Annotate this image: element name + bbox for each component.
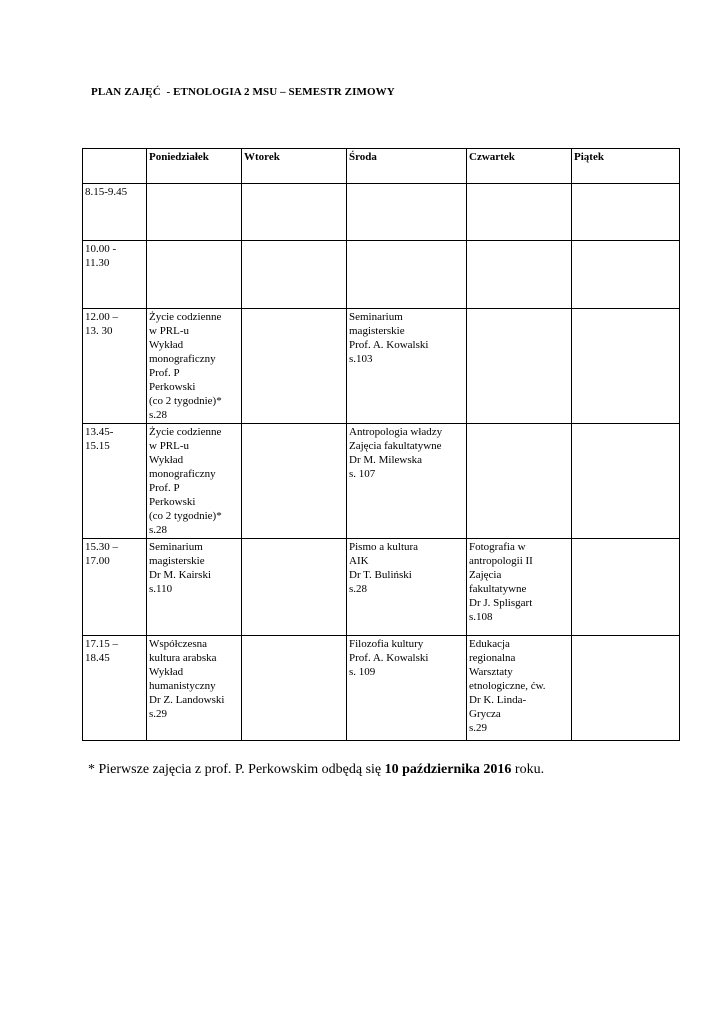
class-line: Grycza	[469, 708, 501, 720]
class-cell-thursday	[467, 636, 572, 741]
class-line: s.29	[149, 708, 168, 720]
class-cell-wednesday	[347, 636, 467, 741]
class-line: Perkowski	[149, 496, 196, 508]
class-line: monograficzny	[149, 353, 216, 365]
class-line: Filozofia kultury	[349, 638, 424, 650]
footnote-end: roku.	[511, 762, 545, 777]
class-cell-thursday	[467, 539, 572, 636]
class-cell-tuesday	[242, 309, 347, 424]
class-cell-monday	[147, 539, 242, 636]
class-line: Dr M. Kairski	[149, 569, 212, 581]
class-line: Życie codzienne	[149, 311, 222, 323]
class-line: (co 2 tygodnie)*	[149, 395, 222, 407]
class-line: monograficzny	[149, 468, 216, 480]
time-cell	[83, 241, 147, 309]
time-line: 15.30 –	[85, 541, 118, 553]
class-line: s.108	[469, 611, 493, 623]
class-cell-friday	[572, 539, 680, 636]
class-line: Dr J. Splisgart	[469, 597, 533, 609]
class-line: Współczesna	[149, 638, 208, 650]
header-wednesday: Środa	[347, 149, 467, 184]
class-cell-tuesday	[242, 424, 347, 539]
class-cell-thursday	[467, 241, 572, 309]
class-line: Edukacja	[469, 638, 510, 650]
class-line: regionalna	[469, 652, 516, 664]
class-line: s.103	[349, 353, 373, 365]
class-line: magisterskie	[149, 555, 205, 567]
schedule-table	[82, 148, 680, 741]
class-line: Wykład	[149, 339, 184, 351]
time-line: 17.00	[85, 555, 110, 567]
time-line: 13.45-	[85, 426, 114, 438]
time-line: 12.00 –	[85, 311, 118, 323]
class-line: Wykład	[149, 666, 184, 678]
time-line: 11.30	[85, 257, 110, 269]
class-cell-friday	[572, 309, 680, 424]
table-row	[83, 241, 680, 309]
class-line: Seminarium	[349, 311, 403, 323]
class-line: kultura arabska	[149, 652, 217, 664]
class-line: Prof. A. Kowalski	[349, 652, 429, 664]
time-cell	[83, 539, 147, 636]
time-cell	[83, 424, 147, 539]
table-row	[83, 309, 680, 424]
footnote-text: * Pierwsze zajęcia z prof. P. Perkowskim odbędą się	[88, 762, 385, 777]
header-friday: Piątek	[572, 149, 680, 184]
time-line: 17.15 –	[85, 638, 118, 650]
class-cell-tuesday	[242, 241, 347, 309]
table-row	[83, 539, 680, 636]
header-monday: Poniedziałek	[147, 149, 242, 184]
class-cell-wednesday	[347, 424, 467, 539]
class-cell-friday	[572, 184, 680, 241]
class-line: Dr T. Buliński	[349, 569, 412, 581]
class-line: Antropologia władzy	[349, 426, 443, 438]
class-line: Życie codzienne	[149, 426, 222, 438]
class-line: Wykład	[149, 454, 184, 466]
time-line: 10.00 -	[85, 243, 117, 255]
footnote	[88, 762, 544, 778]
time-line: 18.45	[85, 652, 110, 664]
class-line: Pismo a kultura	[349, 541, 419, 553]
table-row	[83, 184, 680, 241]
class-line: humanistyczny	[149, 680, 216, 692]
table-row	[83, 636, 680, 741]
class-cell-thursday	[467, 309, 572, 424]
class-line: s.110	[149, 583, 173, 595]
class-line: Perkowski	[149, 381, 196, 393]
class-line: s.28	[349, 583, 368, 595]
class-cell-tuesday	[242, 184, 347, 241]
class-line: s. 107	[349, 468, 376, 480]
header-thursday: Czwartek	[467, 149, 572, 184]
page-title: PLAN ZAJĘĆ - ETNOLOGIA 2 MSU – SEMESTR ZIMOWY	[91, 86, 395, 98]
class-line: s.29	[469, 722, 488, 734]
class-cell-thursday	[467, 184, 572, 241]
class-line: magisterskie	[349, 325, 405, 337]
class-line: Warsztaty	[469, 666, 513, 678]
class-cell-wednesday	[347, 309, 467, 424]
class-line: Dr M. Milewska	[349, 454, 423, 466]
time-cell	[83, 184, 147, 241]
class-cell-monday	[147, 184, 242, 241]
table-row	[83, 424, 680, 539]
class-cell-tuesday	[242, 539, 347, 636]
class-line: Dr K. Linda-	[469, 694, 527, 706]
class-line: Fotografia w	[469, 541, 526, 553]
class-line: Prof. A. Kowalski	[349, 339, 429, 351]
class-line: etnologiczne, ćw.	[469, 680, 546, 692]
time-line: 8.15-9.45	[85, 186, 128, 198]
class-cell-thursday	[467, 424, 572, 539]
header-tuesday: Wtorek	[242, 149, 347, 184]
class-cell-tuesday	[242, 636, 347, 741]
class-line: s. 109	[349, 666, 376, 678]
class-cell-wednesday	[347, 539, 467, 636]
footnote-date: 10 października 2016	[384, 762, 512, 777]
class-line: antropologii II	[469, 555, 533, 567]
class-line: AIK	[349, 555, 369, 567]
class-line: Zajęcia fakultatywne	[349, 440, 442, 452]
class-cell-monday	[147, 424, 242, 539]
class-cell-wednesday	[347, 241, 467, 309]
class-line: (co 2 tygodnie)*	[149, 510, 222, 522]
class-cell-monday	[147, 636, 242, 741]
class-cell-friday	[572, 636, 680, 741]
class-line: Dr Z. Landowski	[149, 694, 225, 706]
class-line: Prof. P	[149, 482, 180, 494]
class-line: fakultatywne	[469, 583, 527, 595]
class-cell-friday	[572, 241, 680, 309]
time-line: 13. 30	[85, 325, 113, 337]
class-line: s.28	[149, 524, 168, 536]
time-line: 15.15	[85, 440, 110, 452]
class-line: w PRL-u	[149, 440, 190, 452]
header-time	[83, 149, 147, 184]
class-line: Prof. P	[149, 367, 180, 379]
time-cell	[83, 636, 147, 741]
class-line: s.28	[149, 409, 168, 421]
class-cell-wednesday	[347, 184, 467, 241]
time-cell	[83, 309, 147, 424]
class-line: Seminarium	[149, 541, 203, 553]
header-row	[83, 149, 680, 184]
class-cell-friday	[572, 424, 680, 539]
class-cell-monday	[147, 241, 242, 309]
class-line: Zajęcia	[469, 569, 502, 581]
class-cell-monday	[147, 309, 242, 424]
class-line: w PRL-u	[149, 325, 190, 337]
